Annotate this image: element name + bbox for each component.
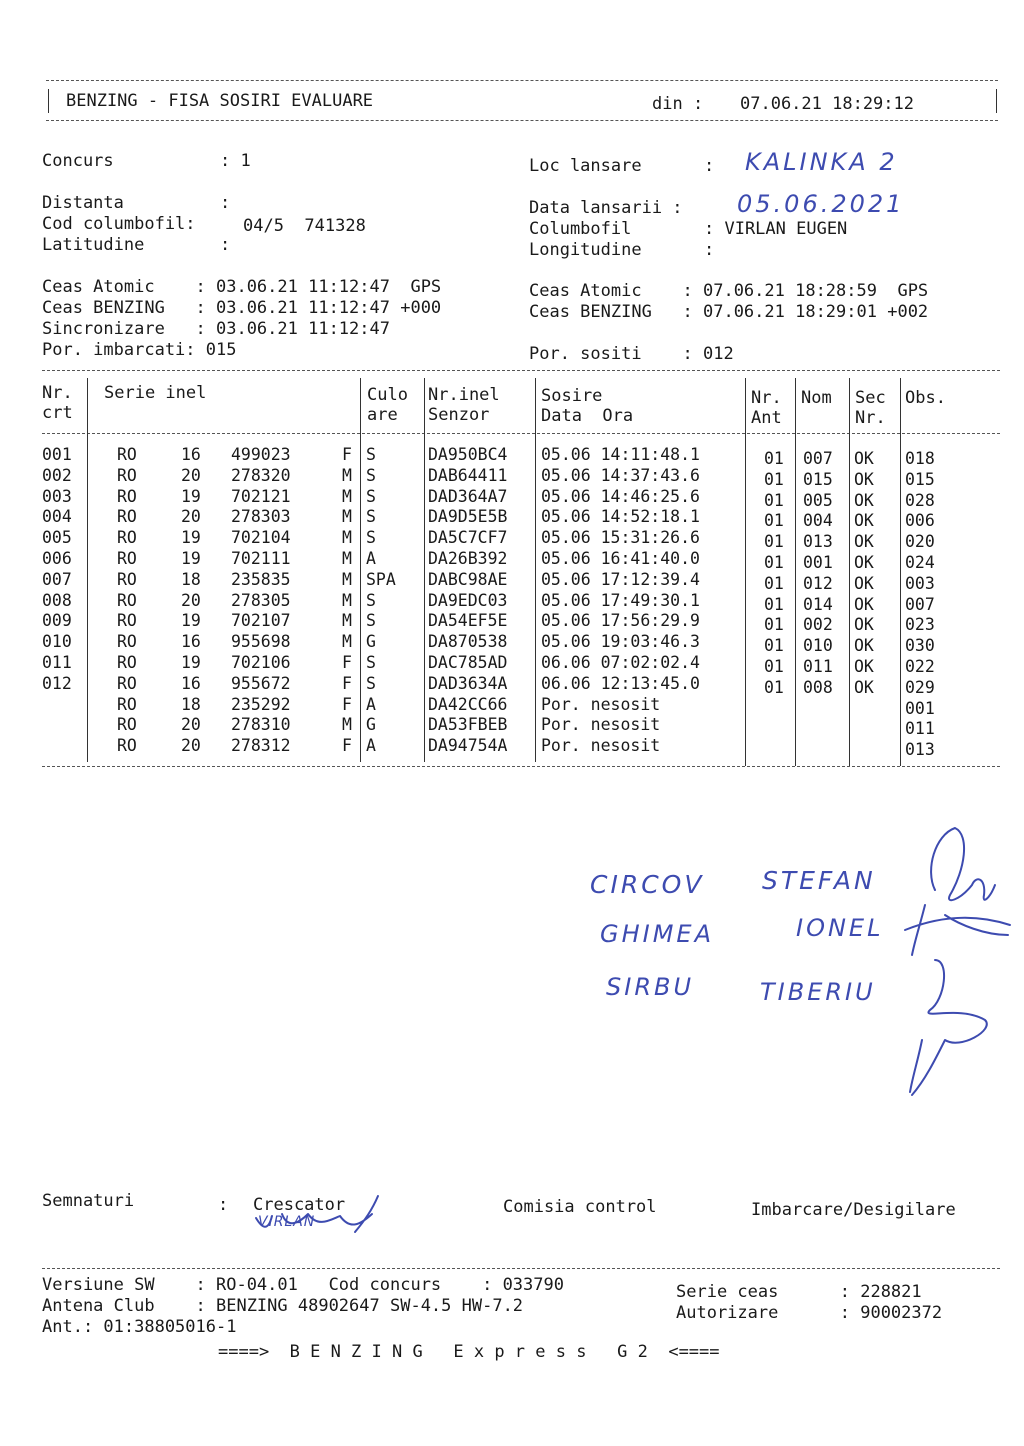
row-country: RO: [117, 528, 137, 548]
row-sensor: DAD3634A: [428, 673, 508, 693]
row-year: 16: [181, 632, 201, 652]
row-ring-number: 702111: [231, 549, 291, 568]
row-year: 20: [181, 465, 201, 485]
row-obs: 013: [905, 740, 935, 760]
col-sosire-h2: Data Ora: [541, 406, 634, 426]
row-obs: 018: [905, 449, 935, 468]
row-sensor: DAB64411: [428, 465, 508, 485]
col-culoare-h2: are: [367, 405, 398, 425]
row-country: RO: [117, 549, 137, 568]
col-obs: Obs.: [905, 388, 946, 408]
row-sex: F: [342, 673, 352, 693]
antena-club: Antena Club : BENZING 48902647 SW-4.5 HW-7.2: [42, 1296, 524, 1316]
row-sec: OK: [854, 594, 874, 614]
row-sex: F: [342, 445, 352, 464]
row-ring-number: 702107: [231, 611, 291, 631]
row-country: RO: [117, 653, 137, 672]
row-ring-number: 955672: [231, 673, 291, 693]
row-year: 18: [181, 569, 201, 589]
semnaturi-sep: :: [218, 1195, 229, 1215]
row-sensor: DA5C7CF7: [428, 528, 508, 548]
ceas-atomic-start: Ceas Atomic : 03.06.21 11:12:47 GPS: [42, 277, 442, 297]
row-color: G: [366, 632, 376, 652]
row-ring-number: 702106: [231, 653, 291, 672]
row-sex: F: [342, 653, 352, 672]
row-year: 16: [181, 673, 201, 693]
row-year: 19: [181, 528, 201, 548]
col-culoare-h1: Culo: [367, 385, 408, 405]
row-country: RO: [117, 486, 137, 506]
row-nr: 011: [42, 653, 72, 672]
row-country: RO: [117, 736, 137, 756]
row-arrival: Por. nesosit: [541, 694, 661, 714]
row-color: G: [366, 715, 376, 735]
row-sex: M: [342, 549, 352, 568]
row-color: S: [366, 486, 376, 506]
row-nr: 001: [42, 445, 72, 464]
row-color: S: [366, 611, 376, 631]
longitudine-label: Longitudine: [529, 240, 642, 260]
row-sex: F: [342, 736, 352, 756]
row-sensor: DA9D5E5B: [428, 507, 508, 527]
concurs-value: : 1: [220, 151, 251, 171]
row-sex: M: [342, 486, 352, 506]
row-sensor: DA54EF5E: [428, 611, 508, 631]
row-sec: OK: [854, 469, 874, 489]
row-nr: 010: [42, 632, 72, 652]
row-arrival: 05.06 17:12:39.4: [541, 569, 700, 589]
row-sensor: DA42CC66: [428, 694, 508, 714]
row-arrival: 05.06 17:49:30.1: [541, 590, 700, 610]
ceas-benzing-start: Ceas BENZING : 03.06.21 11:12:47 +000: [42, 298, 442, 318]
longitudine-value: :: [704, 240, 715, 260]
row-sec: OK: [854, 657, 874, 676]
row-nr: 003: [42, 486, 72, 506]
row-color: S: [366, 528, 376, 548]
row-ring-number: 955698: [231, 632, 291, 652]
row-nr: 008: [42, 590, 72, 610]
row-year: 19: [181, 486, 201, 506]
cod-columbofil-value: 04/5 741328: [243, 216, 366, 236]
row-arrival: 06.06 07:02:02.4: [541, 653, 700, 672]
semnaturi-label: Semnaturi: [42, 1191, 135, 1211]
row-sensor: DAC785AD: [428, 653, 508, 672]
row-antenna: 01: [764, 594, 784, 614]
row-color: S: [366, 507, 376, 527]
col-senzor-h2: Senzor: [428, 405, 490, 425]
columbofil-value: : VIRLAN EUGEN: [704, 219, 848, 239]
row-color: A: [366, 736, 376, 756]
data-lansarii-handwritten: 05.06.2021: [737, 190, 905, 218]
row-year: 20: [181, 590, 201, 610]
row-sec: OK: [854, 636, 874, 656]
row-sensor: DA53FBEB: [428, 715, 508, 735]
row-antenna: 01: [764, 469, 784, 489]
row-sec: OK: [854, 677, 874, 697]
row-year: 16: [181, 445, 201, 464]
row-sensor: DABC98AE: [428, 569, 508, 589]
row-nom: 004: [803, 511, 833, 531]
col-ant-h1: Nr.: [751, 388, 782, 408]
commission-name-3a: SIRBU: [606, 973, 695, 1001]
row-color: A: [366, 549, 376, 568]
serie-ceas: Serie ceas : 228821: [676, 1282, 922, 1302]
row-country: RO: [117, 694, 137, 714]
row-country: RO: [117, 569, 137, 589]
col-nom: Nom: [801, 388, 832, 408]
row-sec: OK: [854, 449, 874, 468]
row-obs: 007: [905, 594, 935, 614]
row-year: 19: [181, 611, 201, 631]
row-nr: 009: [42, 611, 72, 631]
row-obs: 022: [905, 657, 935, 676]
row-antenna: 01: [764, 636, 784, 656]
row-nr: 004: [42, 507, 72, 527]
sincronizare: Sincronizare : 03.06.21 11:12:47: [42, 319, 390, 339]
row-sensor: DA870538: [428, 632, 508, 652]
distanta-value: :: [220, 193, 231, 213]
row-ring-number: 702104: [231, 528, 291, 548]
row-obs: 029: [905, 677, 935, 697]
columbofil-label: Columbofil: [529, 219, 632, 239]
row-arrival: 05.06 14:37:43.6: [541, 465, 700, 485]
row-nr: 002: [42, 465, 72, 485]
row-year: 20: [181, 736, 201, 756]
din-label: din :: [652, 94, 704, 114]
crescator-signature-text: VIRLAN: [258, 1214, 316, 1230]
row-obs: 011: [905, 719, 935, 739]
row-country: RO: [117, 611, 137, 631]
row-arrival: 05.06 16:41:40.0: [541, 549, 700, 568]
row-antenna: 01: [764, 532, 784, 552]
commission-name-3b: TIBERIU: [760, 978, 876, 1006]
row-color: S: [366, 445, 376, 464]
row-nom: 001: [803, 553, 833, 572]
row-nom: 014: [803, 594, 833, 614]
data-lansarii-label: Data lansarii :: [529, 198, 683, 218]
row-antenna: 01: [764, 511, 784, 531]
row-sec: OK: [854, 490, 874, 510]
col-sec-h2: Nr.: [855, 408, 886, 428]
row-arrival: Por. nesosit: [541, 736, 661, 756]
autorizare: Autorizare : 90002372: [676, 1303, 943, 1323]
row-ring-number: 278305: [231, 590, 291, 610]
ant-id: Ant.: 01:38805016-1: [42, 1317, 237, 1337]
row-nom: 002: [803, 615, 833, 635]
row-antenna: 01: [764, 677, 784, 697]
brand-line: ====> B E N Z I N G E x p r e s s G 2 <====: [218, 1342, 720, 1362]
row-country: RO: [117, 632, 137, 652]
signature-3: [910, 960, 987, 1095]
row-nom: 010: [803, 636, 833, 656]
row-ring-number: 235292: [231, 694, 291, 714]
row-sex: M: [342, 632, 352, 652]
row-country: RO: [117, 465, 137, 485]
row-arrival: 05.06 14:11:48.1: [541, 445, 700, 464]
commission-name-2a: GHIMEA: [600, 920, 715, 948]
row-antenna: 01: [764, 657, 784, 676]
row-antenna: 01: [764, 449, 784, 468]
row-nom: 012: [803, 573, 833, 593]
row-arrival: 05.06 17:56:29.9: [541, 611, 700, 631]
row-country: RO: [117, 507, 137, 527]
row-color: S: [366, 465, 376, 485]
report-datetime: 07.06.21 18:29:12: [740, 94, 914, 114]
commission-name-1b: STEFAN: [762, 866, 876, 895]
row-sec: OK: [854, 553, 874, 572]
row-country: RO: [117, 673, 137, 693]
row-sensor: DA9EDC03: [428, 590, 508, 610]
row-antenna: 01: [764, 490, 784, 510]
signature-1: [931, 828, 995, 900]
loc-lansare-sep: :: [704, 156, 715, 176]
row-arrival: 05.06 14:52:18.1: [541, 507, 700, 527]
row-nom: 007: [803, 449, 833, 468]
distanta-label: Distanta: [42, 193, 124, 213]
row-nr: 007: [42, 569, 72, 589]
row-sex: M: [342, 528, 352, 548]
row-obs: 028: [905, 490, 935, 510]
por-sositi: Por. sositi : 012: [529, 344, 734, 364]
report-title: BENZING - FISA SOSIRI EVALUARE: [66, 91, 374, 111]
row-sensor: DA26B392: [428, 549, 508, 568]
row-sex: M: [342, 569, 352, 589]
row-arrival: 05.06 19:03:46.3: [541, 632, 700, 652]
col-sosire-h1: Sosire: [541, 386, 603, 406]
row-country: RO: [117, 590, 137, 610]
row-ring-number: 278312: [231, 736, 291, 756]
row-sensor: DA950BC4: [428, 445, 508, 464]
row-nom: 008: [803, 677, 833, 697]
row-color: SPA: [366, 569, 396, 589]
row-color: A: [366, 694, 376, 714]
row-year: 19: [181, 653, 201, 672]
cod-columbofil-label: Cod columbofil:: [42, 214, 196, 234]
row-antenna: 01: [764, 615, 784, 635]
latitudine-label: Latitudine: [42, 235, 145, 255]
row-nom: 013: [803, 532, 833, 552]
row-nom: 015: [803, 469, 833, 489]
row-sec: OK: [854, 511, 874, 531]
commission-name-2b: IONEL: [796, 914, 884, 942]
comisia-control-label: Comisia control: [503, 1197, 657, 1217]
row-sex: M: [342, 611, 352, 631]
row-obs: 024: [905, 553, 935, 572]
row-obs: 020: [905, 532, 935, 552]
row-arrival: 05.06 14:46:25.6: [541, 486, 700, 506]
row-ring-number: 702121: [231, 486, 291, 506]
row-antenna: 01: [764, 573, 784, 593]
row-country: RO: [117, 715, 137, 735]
row-color: S: [366, 590, 376, 610]
row-nr: 012: [42, 673, 72, 693]
row-color: S: [366, 673, 376, 693]
row-sex: M: [342, 715, 352, 735]
row-ring-number: 278310: [231, 715, 291, 735]
ceas-atomic-end: Ceas Atomic : 07.06.21 18:28:59 GPS: [529, 281, 929, 301]
row-sensor: DAD364A7: [428, 486, 508, 506]
footer-rule: [42, 1268, 1000, 1269]
col-senzor-h1: Nr.inel: [428, 385, 500, 405]
row-nom: 005: [803, 490, 833, 510]
col-nr-h1: Nr.: [42, 383, 73, 403]
row-year: 20: [181, 507, 201, 527]
por-imbarcati: Por. imbarcati: 015: [42, 340, 237, 360]
row-year: 19: [181, 549, 201, 568]
row-year: 20: [181, 715, 201, 735]
col-ant-h2: Ant: [751, 408, 782, 428]
concurs-label: Concurs: [42, 151, 114, 171]
row-sex: M: [342, 590, 352, 610]
row-country: RO: [117, 445, 137, 464]
row-ring-number: 499023: [231, 445, 291, 464]
row-arrival: Por. nesosit: [541, 715, 661, 735]
row-sec: OK: [854, 573, 874, 593]
row-arrival: 05.06 15:31:26.6: [541, 528, 700, 548]
row-nr: 006: [42, 549, 72, 568]
row-sex: M: [342, 507, 352, 527]
row-antenna: 01: [764, 553, 784, 572]
versiune-sw: Versiune SW : RO-04.01 Cod concurs : 033790: [42, 1275, 564, 1295]
col-nr-h2: crt: [42, 403, 73, 423]
loc-lansare-handwritten: KALINKA 2: [745, 148, 898, 176]
loc-lansare-label: Loc lansare: [529, 156, 642, 176]
latitudine-value: :: [220, 235, 231, 255]
row-sec: OK: [854, 532, 874, 552]
row-obs: 023: [905, 615, 935, 635]
row-obs: 030: [905, 636, 935, 656]
row-ring-number: 235835: [231, 569, 291, 589]
row-color: S: [366, 653, 376, 672]
row-obs: 001: [905, 698, 935, 718]
col-serie-inel: Serie inel: [104, 383, 207, 403]
row-sex: F: [342, 694, 352, 714]
ceas-benzing-end: Ceas BENZING : 07.06.21 18:29:01 +002: [529, 302, 929, 322]
row-year: 18: [181, 694, 201, 714]
row-obs: 003: [905, 573, 935, 593]
crescator-label: Crescator: [253, 1195, 346, 1215]
row-ring-number: 278303: [231, 507, 291, 527]
col-sec-h1: Sec: [855, 388, 886, 408]
commission-name-1a: CIRCOV: [590, 870, 705, 899]
row-sensor: DA94754A: [428, 736, 508, 756]
row-obs: 015: [905, 469, 935, 489]
row-nr: 005: [42, 528, 72, 548]
row-sex: M: [342, 465, 352, 485]
signature-2: [905, 905, 1010, 955]
row-sec: OK: [854, 615, 874, 635]
imbarcare-label: Imbarcare/Desigilare: [751, 1200, 956, 1220]
row-ring-number: 278320: [231, 465, 291, 485]
row-arrival: 06.06 12:13:45.0: [541, 673, 700, 693]
row-nom: 011: [803, 657, 833, 676]
row-obs: 006: [905, 511, 935, 531]
